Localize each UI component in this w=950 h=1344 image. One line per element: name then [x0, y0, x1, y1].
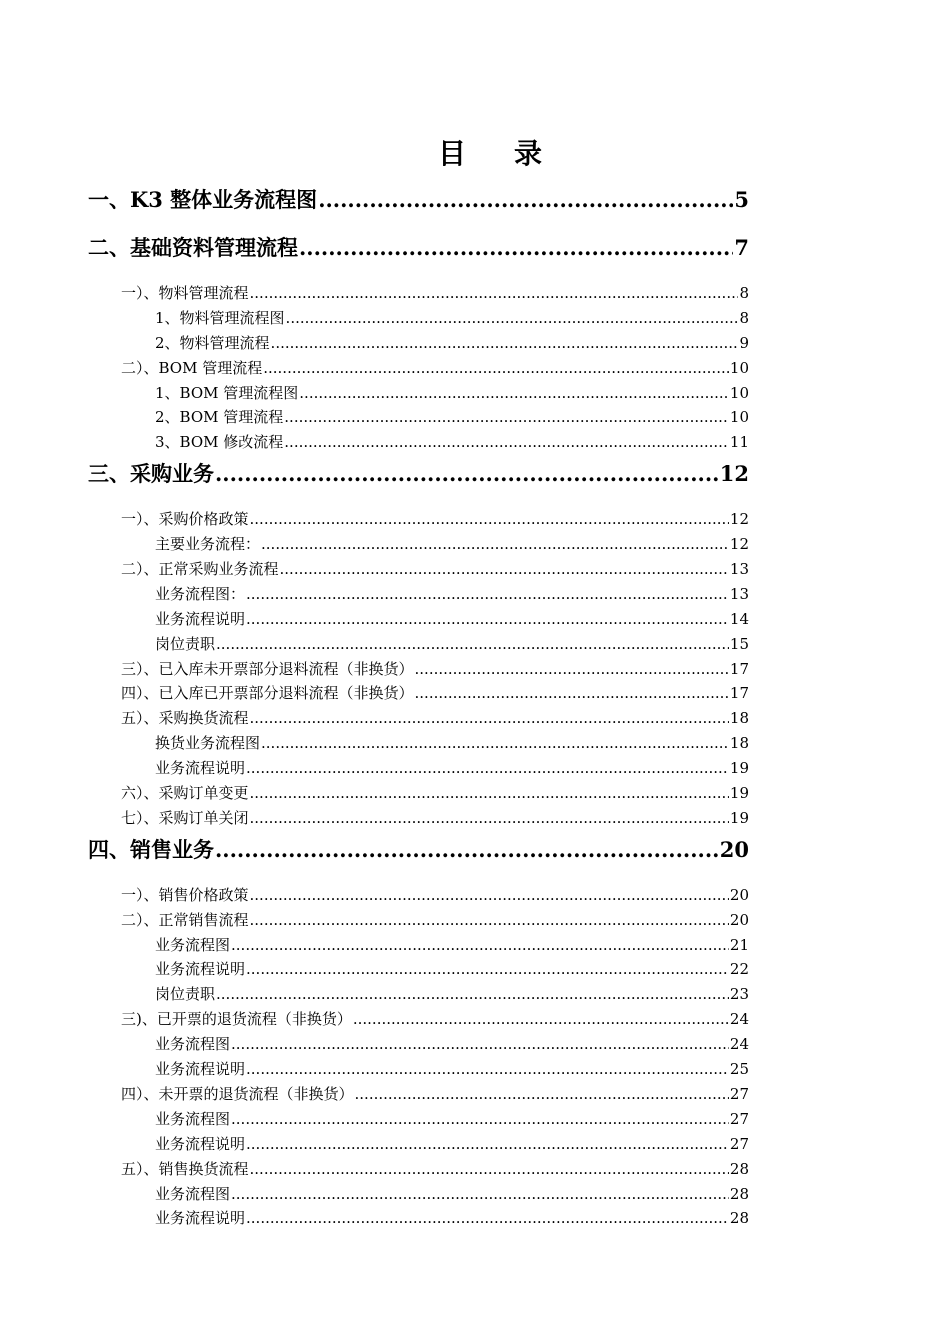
toc-entry-level-3[interactable] [88, 607, 749, 632]
toc-entry-label: 六）、采购订单变更 [121, 784, 249, 803]
dot-leader [284, 405, 729, 430]
toc-entry-level-3[interactable] [88, 756, 749, 781]
toc-entry-page-number: 12 [719, 461, 749, 487]
dot-leader [216, 632, 729, 657]
dot-leader [250, 806, 729, 831]
toc-entry-level-2[interactable] [88, 1007, 749, 1032]
toc-entry-page-number: 25 [729, 1060, 749, 1079]
toc-entry-level-3[interactable] [88, 957, 749, 982]
toc-entry-page-number: 10 [729, 408, 749, 427]
toc-entry-page-number: 15 [729, 634, 749, 653]
toc-entry-page-number: 7 [734, 235, 749, 260]
toc-entry-label: 五）、销售换货流程 [121, 1159, 249, 1178]
toc-entry-label: 业务流程说明 [155, 960, 246, 979]
dot-leader [215, 457, 719, 491]
toc-entry-level-2[interactable] [88, 507, 749, 532]
dot-leader [250, 706, 729, 731]
dot-leader [280, 557, 729, 582]
toc-entry-level-1[interactable] [88, 231, 749, 281]
dot-leader [261, 731, 729, 756]
dot-leader [415, 681, 729, 706]
toc-entry-page-number: 20 [729, 910, 749, 929]
toc-entry-label: 二、基础资料管理流程 [88, 235, 298, 260]
toc-entry-page-number: 19 [729, 759, 749, 778]
dot-leader [318, 183, 733, 217]
dot-leader [250, 507, 729, 532]
dot-leader [246, 1057, 729, 1082]
dot-leader [250, 908, 729, 933]
toc-entry-level-2[interactable] [88, 557, 749, 582]
toc-entry-level-3[interactable] [88, 331, 749, 356]
toc-entry-level-3[interactable] [88, 1032, 749, 1057]
toc-entry-label: 3、BOM 修改流程 [155, 433, 284, 452]
toc-entry-label: 1、物料管理流程图 [155, 308, 285, 327]
toc-title-char-2: 录 [514, 137, 543, 170]
toc-entry-level-3[interactable] [88, 381, 749, 406]
toc-entry-level-3[interactable] [88, 1132, 749, 1157]
dot-leader [261, 532, 729, 557]
dot-leader [250, 281, 739, 306]
toc-entry-label: 业务流程图 [155, 1035, 231, 1054]
dot-leader [353, 1007, 729, 1032]
toc-entry-page-number: 8 [739, 284, 749, 302]
toc-entry-level-2[interactable] [88, 908, 749, 933]
toc-entry-page-number: 18 [729, 709, 749, 728]
dot-leader [250, 883, 729, 908]
dot-leader [215, 833, 719, 867]
toc-entry-label: 业务流程图 [155, 1109, 231, 1128]
toc-entry-level-3[interactable] [88, 532, 749, 557]
toc-entry-label: 业务流程说明 [155, 1060, 246, 1079]
toc-entry-level-3[interactable] [88, 1206, 749, 1231]
toc-entry-page-number: 18 [729, 734, 749, 753]
toc-entry-label: 1、BOM 管理流程图 [155, 383, 299, 402]
toc-entry-level-3[interactable] [88, 632, 749, 657]
toc-entry-page-number: 19 [729, 784, 749, 803]
dot-leader [246, 607, 729, 632]
toc-entry-label: 一）、采购价格政策 [121, 510, 249, 529]
toc-entry-page-number: 12 [729, 535, 749, 554]
toc-entry-label: 三)、已开票的退货流程（非换货） [121, 1010, 352, 1029]
toc-entry-page-number: 10 [729, 358, 749, 377]
toc-entry-label: 一）、物料管理流程 [121, 284, 249, 302]
dot-leader [231, 1182, 729, 1207]
toc-entry-label: 换货业务流程图 [155, 734, 261, 753]
dot-leader [246, 957, 729, 982]
dot-leader [263, 356, 729, 381]
toc-entry-level-3[interactable] [88, 933, 749, 958]
toc-entry-level-3[interactable] [88, 430, 749, 455]
dot-leader [231, 1032, 729, 1057]
dot-leader [246, 1206, 729, 1231]
toc-entry-level-1[interactable] [88, 457, 749, 507]
dot-leader [250, 781, 729, 806]
toc-entry-level-3[interactable] [88, 582, 749, 607]
toc-entry-level-2[interactable] [88, 681, 749, 706]
dot-leader [246, 582, 729, 607]
toc-entry-level-1[interactable] [88, 833, 749, 883]
toc-entry-label: 业务流程说明 [155, 1209, 246, 1228]
toc-entry-level-2[interactable] [88, 356, 749, 381]
toc-entry-page-number: 13 [729, 560, 749, 579]
toc-entry-page-number: 22 [729, 960, 749, 979]
dot-leader [216, 982, 729, 1007]
toc-entry-label: 岗位责职 [155, 634, 216, 653]
toc-entry-level-2[interactable] [88, 781, 749, 806]
toc-entry-label: 四、销售业务 [88, 836, 214, 862]
toc-entry-label: 七）、采购订单关闭 [121, 808, 249, 827]
toc-entry-label: 三）、已入库未开票部分退料流程（非换货） [121, 659, 414, 678]
toc-entry-level-2[interactable] [88, 706, 749, 731]
toc-entry-label: 二）、正常采购业务流程 [121, 560, 279, 579]
table-of-contents [88, 183, 749, 1231]
toc-entry-level-3[interactable] [88, 1107, 749, 1132]
toc-entry-page-number: 20 [729, 885, 749, 904]
dot-leader [299, 381, 729, 406]
toc-title-char-1: 目 [437, 137, 466, 170]
toc-entry-label: 三、采购业务 [88, 461, 214, 487]
toc-entry-label: 业务流程图 [155, 935, 231, 954]
toc-entry-level-3[interactable] [88, 1182, 749, 1207]
dot-leader [271, 331, 739, 356]
dot-leader [415, 657, 729, 682]
toc-entry-page-number: 19 [729, 808, 749, 827]
dot-leader [299, 231, 733, 265]
toc-entry-page-number: 9 [739, 333, 749, 352]
toc-entry-page-number: 24 [729, 1010, 749, 1029]
toc-entry-page-number: 23 [729, 985, 749, 1004]
toc-entry-page-number: 28 [729, 1184, 749, 1203]
toc-entry-page-number: 27 [729, 1084, 749, 1103]
toc-entry-label: 2、BOM 管理流程 [155, 408, 284, 427]
toc-entry-page-number: 8 [739, 308, 749, 327]
toc-entry-level-2[interactable] [88, 1157, 749, 1182]
toc-entry-label: 一）、销售价格政策 [121, 885, 249, 904]
toc-entry-level-2[interactable] [88, 806, 749, 831]
toc-entry-page-number: 24 [729, 1035, 749, 1054]
toc-entry-label: 业务流程说明 [155, 609, 246, 628]
toc-entry-page-number: 14 [729, 609, 749, 628]
toc-entry-page-number: 27 [729, 1109, 749, 1128]
toc-entry-page-number: 28 [729, 1159, 749, 1178]
toc-entry-level-3[interactable] [88, 306, 749, 331]
toc-entry-level-3[interactable] [88, 731, 749, 756]
dot-leader [284, 430, 729, 455]
toc-entry-page-number: 17 [729, 659, 749, 678]
dot-leader [286, 306, 739, 331]
toc-entry-label: 二）、正常销售流程 [121, 910, 249, 929]
dot-leader [231, 1107, 729, 1132]
toc-entry-page-number: 28 [729, 1209, 749, 1228]
toc-entry-level-3[interactable] [88, 982, 749, 1007]
toc-entry-page-number: 12 [729, 510, 749, 529]
toc-entry-level-2[interactable] [88, 883, 749, 908]
toc-entry-label: 业务流程说明 [155, 759, 246, 778]
toc-entry-level-3[interactable] [88, 1057, 749, 1082]
toc-entry-page-number: 5 [734, 187, 749, 212]
toc-entry-page-number: 21 [729, 935, 749, 954]
toc-entry-level-2[interactable] [88, 281, 749, 306]
toc-entry-label: 一、K3 整体业务流程图 [88, 187, 318, 212]
toc-entry-page-number: 11 [729, 433, 749, 452]
toc-entry-label: 2、物料管理流程 [155, 333, 270, 352]
toc-title [0, 132, 950, 172]
toc-entry-label: 岗位责职 [155, 985, 216, 1004]
toc-entry-label: 四）、未开票的退货流程（非换货） [121, 1084, 354, 1103]
dot-leader [246, 1132, 729, 1157]
toc-entry-label: 四）、已入库已开票部分退料流程（非换货） [121, 684, 414, 703]
toc-entry-label: 五）、采购换货流程 [121, 709, 249, 728]
toc-entry-label: 业务流程说明 [155, 1134, 246, 1153]
toc-entry-level-2[interactable] [88, 657, 749, 682]
dot-leader [246, 756, 729, 781]
toc-entry-label: 二）、BOM 管理流程 [121, 358, 263, 377]
toc-entry-level-2[interactable] [88, 1082, 749, 1107]
toc-entry-label: 业务流程图 [155, 1184, 231, 1203]
toc-entry-page-number: 13 [729, 584, 749, 603]
toc-entry-page-number: 27 [729, 1134, 749, 1153]
toc-entry-level-1[interactable] [88, 183, 749, 231]
dot-leader [355, 1082, 729, 1107]
toc-entry-page-number: 17 [729, 684, 749, 703]
toc-entry-label: 业务流程图： [155, 584, 246, 603]
dot-leader [231, 933, 729, 958]
toc-entry-level-3[interactable] [88, 405, 749, 430]
toc-entry-page-number: 20 [719, 836, 749, 862]
toc-entry-label: 主要业务流程： [155, 535, 261, 554]
dot-leader [250, 1157, 729, 1182]
toc-entry-page-number: 10 [729, 383, 749, 402]
